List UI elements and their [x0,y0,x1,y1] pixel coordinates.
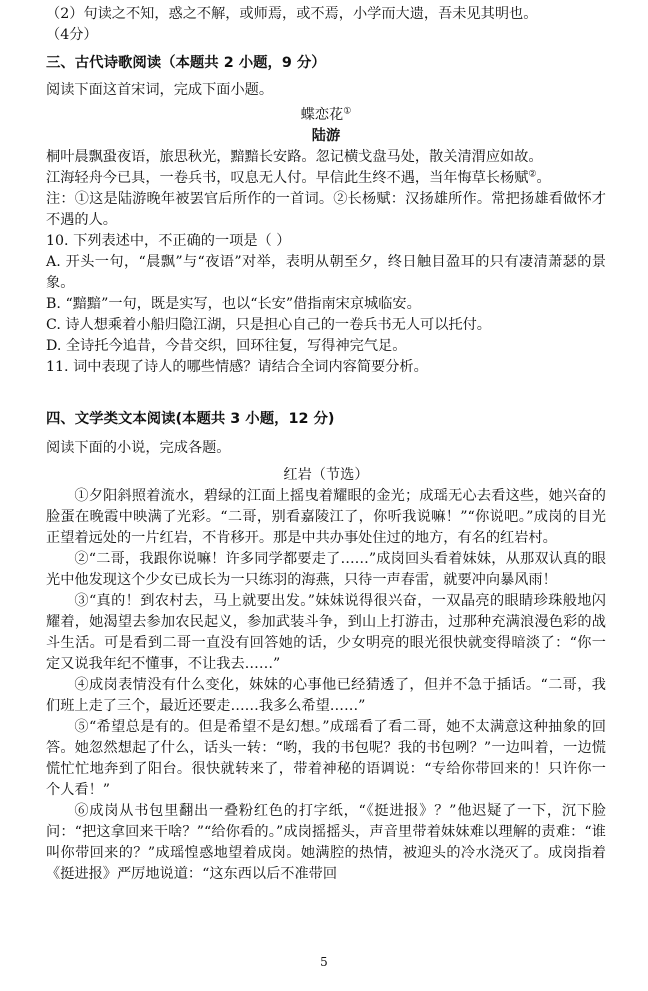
q10-option-b: B. “黯黯”一句，既是实写，也以“长安”借指南宋京城临安。 [46,296,421,312]
q2-line2: （4分） [46,27,98,43]
poem-line2-note: ② [528,169,537,180]
poem-line2-text: 江海轻舟今已具，一卷兵书，叹息无人付。早信此生终不遇，当年悔草长杨赋 [46,170,529,186]
story-paragraph-1: ①夕阳斜照着流水，碧绿的江面上摇曳着耀眼的金光；成瑶无心去看这些，她兴奋的脸蛋在晚霞中映满了光彩。“二哥，别看嘉陵江了，你听我说嘛！”“你说吧。”成岗的目光正望着远处的一片红岩，不肯移开。那是中共办事处住过的地方，有名的红岩村。 [46,488,606,546]
q11-stem: 11. 词中表现了诗人的哪些情感？请结合全词内容简要分析。 [46,359,428,375]
story-title: 红岩（节选） [283,467,369,483]
section3-intro: 阅读下面这首宋词，完成下面小题。 [46,82,274,98]
section4-heading: 四、文学类文本阅读(本题共 3 小题，12 分) [46,411,335,427]
poem-line2-end: 。 [536,170,551,186]
story-paragraph-2: ②“二哥，我跟你说嘛！许多同学都要走了……”成岗回头看着妹妹，从那双认真的眼光中他发现这个少女已成长为一只练羽的海燕，只待一声春雷，就要冲向暴风雨！ [46,551,606,588]
poem-title [46,105,606,126]
q10-option-a: A. 开头一句，“晨飘”与“夜语”对举，表明从朝至夕，终日触目盈耳的只有凄清萧瑟的景象。 [46,254,606,291]
q10-stem: 10. 下列表述中，不正确的一项是（ ） [46,233,291,249]
poem-notes: 注：①这是陆游晚年被罢官后所作的一首词。②长杨赋：汉扬雄所作。常把扬雄看做怀才不遇的人。 [46,191,606,228]
story-paragraph-6: ⑥成岗从书包里翻出一叠粉红色的打字纸，“《挺进报》？”他迟疑了一下，沉下脸问：“把这拿回来干啥？”“给你看的。”成岗摇摇头，声音里带着妹妹难以理解的责难：“谁叫你带回来的？”成瑶惶惑地望着成岗。她满腔的热情，被迎头的冷水浇灭了。成岗指着《挺进报》严厉地说道：“这东西以后不准带回 [46,803,606,882]
q10-option-d: D. 全诗托今追昔，今昔交织，回环往复，写得神完气足。 [46,338,407,354]
poem-title-text: 蝶恋花 [300,107,344,123]
story-paragraph-3: ③“真的！到农村去，马上就要出发。”妹妹说得很兴奋，一双晶亮的眼睛珍珠般地闪耀着，她渴望去参加农民起义，参加武装斗争，到山上打游击，过那种充满浪漫色彩的战斗生活。可是看到二哥一直没有回答她的话，少女明亮的眼光很快就变得暗淡了：“你一定又说我年纪不懂事，不让我去……” [46,593,606,672]
poem-title-note: ① [343,106,352,117]
section3-heading: 三、古代诗歌阅读（本题共 2 小题，9 分） [46,55,326,71]
section4-intro: 阅读下面的小说，完成各题。 [46,440,231,456]
page-number: 5 [320,955,328,969]
q10-option-c: C. 诗人想乘着小船归隐江湖，只是担心自己的一卷兵书无人可以托付。 [46,317,491,333]
q2-line1: （2）句读之不知，惑之不解，或师焉，或不焉，小学而大遗，吾未见其明也。 [46,6,538,22]
story-paragraph-4: ④成岗表情没有什么变化，妹妹的心事他已经猜透了，但并不急于插话。“二哥，我们班上走了三个，最近还要走……我多么希望……” [46,677,606,714]
poem-author: 陆游 [311,128,341,144]
story-paragraph-5: ⑤“希望总是有的。但是希望不是幻想。”成瑶看了看二哥，她不太满意这种抽象的回答。她忽然想起了什么，话头一转：“哟，我的书包呢？我的书包咧？”一边叫着，一边慌慌忙忙地奔到了阳台。很快就转来了，带着神秘的语调说：“专给你带回来的！只许你一个人看！” [46,719,606,798]
poem-line2 [46,168,606,189]
document-page [46,4,606,885]
poem-line1: 桐叶晨飘蛩夜语，旅思秋光，黯黯长安路。忽记横戈盘马处，散关清渭应如故。 [46,149,543,165]
